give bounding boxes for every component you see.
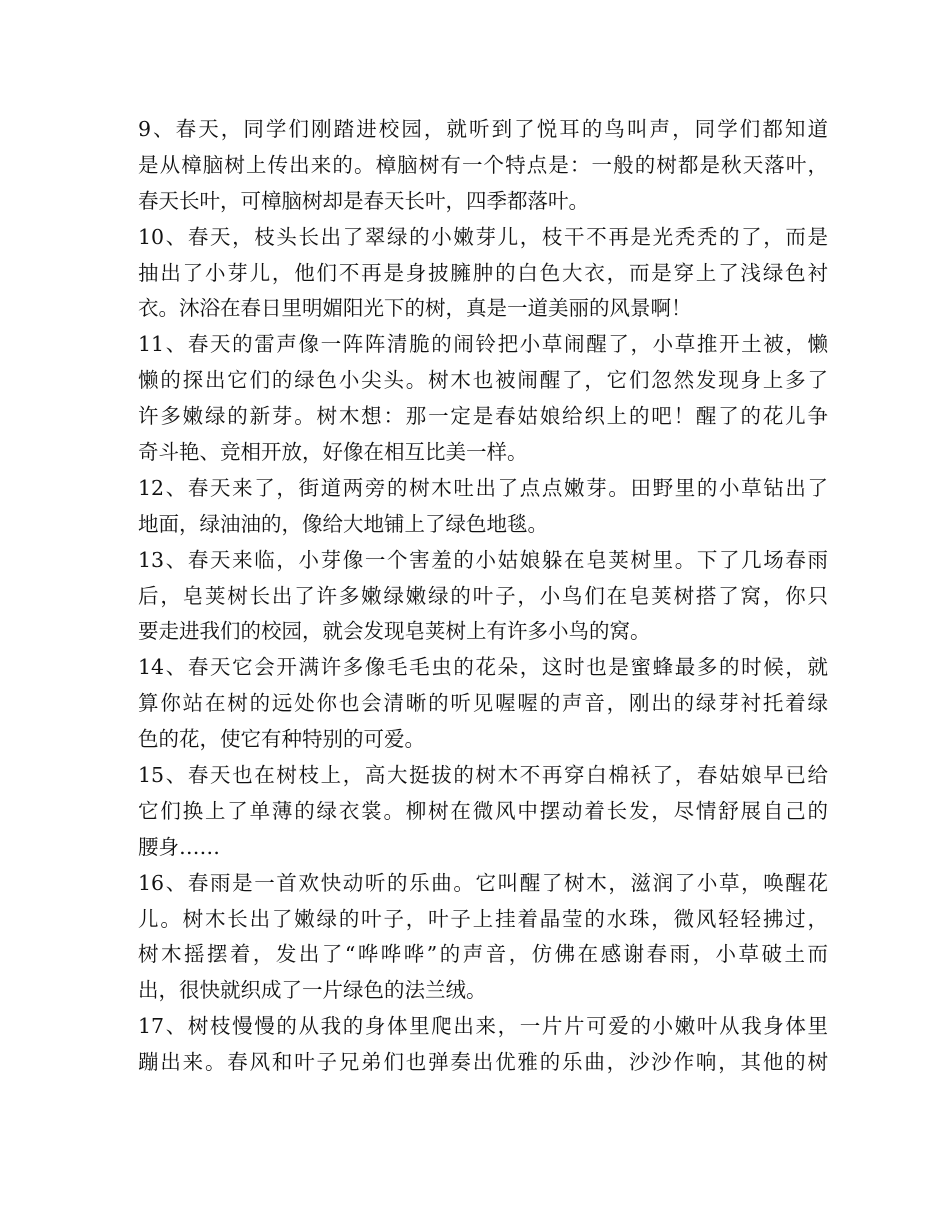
- text-line: 色的花，使它有种特别的可爱。: [138, 727, 425, 752]
- text-line: 它们换上了单薄的绿衣裳。柳树在微风中摆动着长发，尽情舒展自己的: [138, 798, 828, 823]
- text-line: 抽出了小芽儿，他们不再是身披臃肿的白色大衣，而是穿上了浅绿色衬: [138, 260, 828, 285]
- text-line: 懒的探出它们的绿色小尖头。树木也被闹醒了，它们忽然发现身上多了: [138, 368, 828, 393]
- text-line: 后，皂荚树长出了许多嫩绿嫩绿的叶子，小鸟们在皂荚树搭了窝，你只: [138, 583, 828, 608]
- text-line: 13、春天来临，小芽像一个害羞的小姑娘躲在皂荚树里。下了几场春雨: [138, 547, 828, 572]
- text-line: 地面，绿油油的，像给大地铺上了绿色地毯。: [138, 511, 548, 536]
- text-line: 16、春雨是一首欢快动听的乐曲。它叫醒了树木，滋润了小草，唤醒花: [138, 870, 828, 895]
- text-line: 11、春天的雷声像一阵阵清脆的闹铃把小草闹醒了，小草推开土被，懒: [138, 332, 828, 357]
- text-line: 树木摇摆着，发出了“哗哗哗”的声音，仿佛在感谢春雨，小草破土而: [138, 942, 828, 967]
- text-line: 出，很快就织成了一片绿色的法兰绒。: [138, 978, 487, 1003]
- text-line: 17、树枝慢慢的从我的身体里爬出来，一片片可爱的小嫩叶从我身体里: [138, 1014, 828, 1039]
- text-line: 14、春天它会开满许多像毛毛虫的花朵，这时也是蜜蜂最多的时候，就: [138, 655, 828, 680]
- text-line: 算你站在树的远处你也会清晰的听见喔喔的声音，刚出的绿芽衬托着绿: [138, 691, 828, 716]
- text-line: 许多嫩绿的新芽。树木想：那一定是春姑娘给织上的吧！醒了的花儿争: [138, 404, 828, 429]
- text-line: 儿。树木长出了嫩绿的叶子，叶子上挂着晶莹的水珠，微风轻轻拂过，: [138, 906, 828, 931]
- text-line: 蹦出来。春风和叶子兄弟们也弹奏出优雅的乐曲，沙沙作响，其他的树: [138, 1050, 828, 1075]
- text-line: 腰身……: [138, 834, 220, 859]
- text-line: 是从樟脑树上传出来的。樟脑树有一个特点是：一般的树都是秋天落叶，: [138, 152, 828, 177]
- text-line: 12、春天来了，街道两旁的树木吐出了点点嫩芽。田野里的小草钻出了: [138, 475, 828, 500]
- document-text: [138, 112, 828, 1081]
- text-line: 衣。沐浴在春日里明媚阳光下的树，真是一道美丽的风景啊！: [138, 296, 692, 321]
- text-line: 春天长叶，可樟脑树却是春天长叶，四季都落叶。: [138, 188, 589, 213]
- text-line: 15、春天也在树枝上，高大挺拔的树木不再穿白棉袄了，春姑娘早已给: [138, 763, 828, 788]
- text-line: 要走进我们的校园，就会发现皂荚树上有许多小鸟的窝。: [138, 619, 651, 644]
- text-line: 9、春天，同学们刚踏进校园，就听到了悦耳的鸟叫声，同学们都知道: [138, 117, 828, 141]
- text-line: 奇斗艳、竞相开放，好像在相互比美一样。: [138, 440, 528, 465]
- text-line: 10、春天，枝头长出了翠绿的小嫩芽儿，枝干不再是光秃秃的了，而是: [138, 224, 828, 249]
